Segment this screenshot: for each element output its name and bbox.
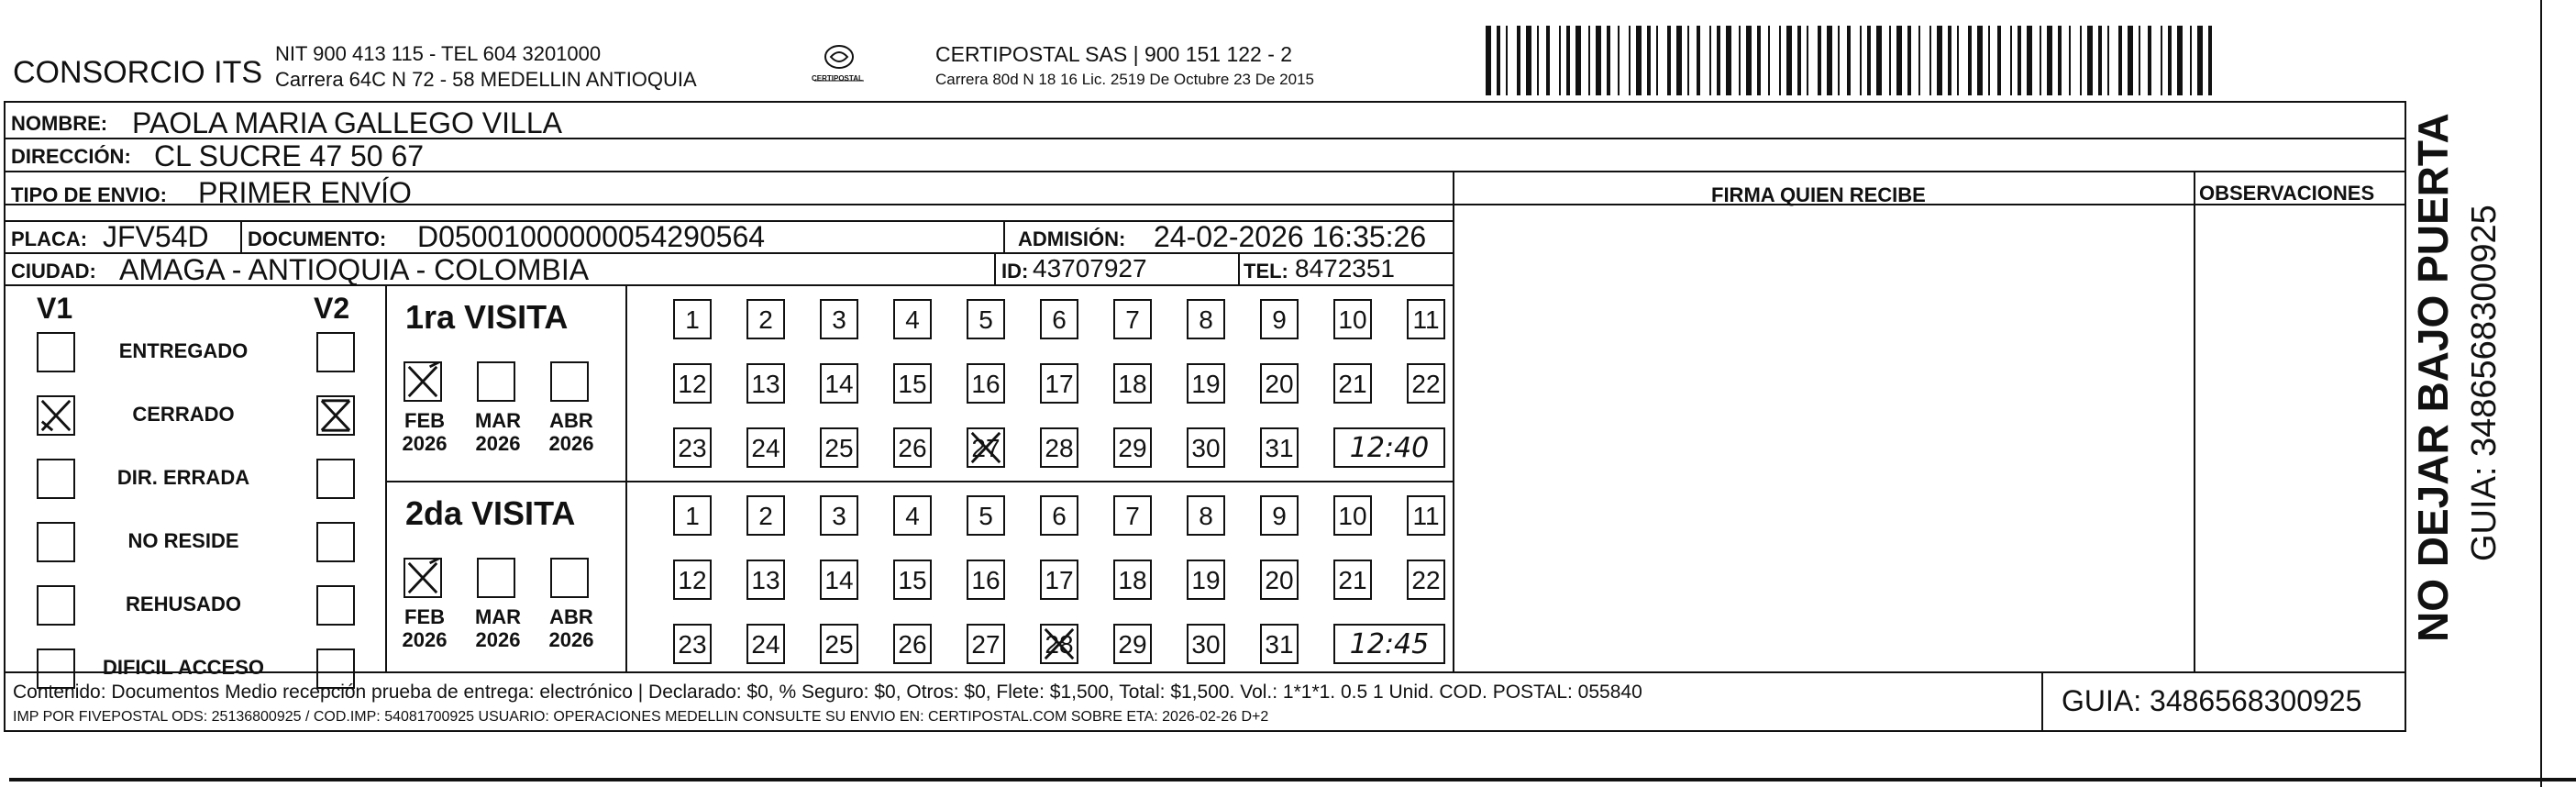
firma-label: FIRMA QUIEN RECIBE [1711,183,1926,206]
id-label: ID: [1001,260,1029,283]
day-box[interactable]: 9 [1260,299,1299,339]
day-box[interactable]: 8 [1187,299,1225,339]
day-box[interactable]: 28 [1040,427,1078,468]
status-v2-checkbox[interactable] [316,395,355,436]
day-box[interactable]: 18 [1113,363,1152,404]
courier-address: Carrera 80d N 18 16 Lic. 2519 De Octubre 23 De 2015 [935,71,1314,88]
day-box[interactable]: 4 [893,299,932,339]
status-label: REHUSADO [126,593,241,615]
month-label: ABR 2026 [548,605,594,651]
page-edge [9,778,2576,781]
day-box[interactable]: 28 [1040,624,1078,664]
day-box[interactable]: 8 [1187,495,1225,536]
day-box[interactable]: 10 [1333,495,1372,536]
company-nit: NIT 900 413 115 - TEL 604 3201000 [275,42,602,65]
month-checkbox-abr[interactable] [550,361,589,402]
day-box[interactable]: 23 [673,624,712,664]
direccion-value: CL SUCRE 47 50 67 [154,139,425,172]
day-box[interactable]: 6 [1040,495,1078,536]
side-guia: GUIA: 3486568300925 [2465,205,2504,561]
tipo-envio-label: TIPO DE ENVIO: [11,183,167,206]
day-box[interactable]: 25 [820,624,858,664]
placa-label: PLACA: [11,227,88,250]
check-mark [405,363,440,400]
check-mark [318,397,353,434]
day-box[interactable]: 27 [967,427,1005,468]
documento-value: D05001000000054290564 [417,220,766,253]
documento-label: DOCUMENTO: [248,227,387,250]
day-box[interactable]: 17 [1040,560,1078,600]
ciudad-value: AMAGA - ANTIOQUIA - COLOMBIA [119,253,590,286]
day-box[interactable]: 29 [1113,624,1152,664]
day-box[interactable]: 26 [893,427,932,468]
nombre-label: NOMBRE: [11,112,108,135]
day-box[interactable]: 14 [820,560,858,600]
day-box[interactable]: 3 [820,495,858,536]
day-box[interactable]: 25 [820,427,858,468]
v2-label: V2 [314,292,350,325]
month-checkbox-mar[interactable] [477,558,515,598]
check-mark [405,560,440,596]
day-box[interactable]: 7 [1113,299,1152,339]
day-box[interactable]: 5 [967,299,1005,339]
day-box[interactable]: 19 [1187,363,1225,404]
status-label: CERRADO [132,403,235,426]
day-box[interactable]: 21 [1333,560,1372,600]
day-box[interactable]: 16 [967,560,1005,600]
day-box[interactable]: 22 [1407,363,1445,404]
status-v2-checkbox[interactable] [316,459,355,499]
day-box[interactable]: 12 [673,560,712,600]
no-dejar-bajo-puerta: NO DEJAR BAJO PUERTA [2409,113,2457,642]
admision-label: ADMISIÓN: [1018,227,1126,250]
month-label: MAR 2026 [474,409,522,455]
day-box[interactable]: 6 [1040,299,1078,339]
day-box[interactable]: 14 [820,363,858,404]
placa-value: JFV54D [103,220,209,253]
day-box[interactable]: 20 [1260,560,1299,600]
day-box[interactable]: 20 [1260,363,1299,404]
tipo-envio-value: PRIMER ENVÍO [198,176,412,209]
month-checkbox-feb[interactable] [404,361,442,402]
company-address: Carrera 64C N 72 - 58 MEDELLIN ANTIOQUIA [275,68,697,91]
day-box[interactable]: 18 [1113,560,1152,600]
day-box[interactable]: 5 [967,495,1005,536]
status-v2-checkbox[interactable] [316,332,355,372]
check-mark [968,429,1003,466]
status-label: DIR. ERRADA [116,466,250,489]
day-box[interactable]: 29 [1113,427,1152,468]
footer-content: Contenido: Documentos Medio recepción prueba de entrega: electrónico | Declarado: $0, % Seguro: $0, Otros: $0, Flete: $1,500, Total: $1,500. Vol.: 1*1*1. 0.5 1 Unid. COD. POSTAL: 055840 [13,682,1642,703]
day-box[interactable]: 1 [673,299,712,339]
day-box[interactable]: 13 [746,363,785,404]
day-box[interactable]: 21 [1333,363,1372,404]
id-value: 43707927 [1033,254,1147,283]
day-box[interactable]: 30 [1187,624,1225,664]
month-label: FEB 2026 [402,605,448,651]
month-checkbox-mar[interactable] [477,361,515,402]
direccion-label: DIRECCIÓN: [11,145,131,168]
visit-time[interactable]: 12:40 [1333,427,1445,468]
day-box[interactable]: 11 [1407,299,1445,339]
visit-title: 1ra VISITA [405,298,569,336]
day-box[interactable]: 1 [673,495,712,536]
day-box[interactable]: 30 [1187,427,1225,468]
day-box[interactable]: 26 [893,624,932,664]
month-label: ABR 2026 [548,409,594,455]
month-label: MAR 2026 [474,605,522,651]
ciudad-label: CIUDAD: [11,260,96,283]
visit-title: 2da VISITA [405,494,576,532]
footer-imp: IMP POR FIVEPOSTAL ODS: 25136800925 / COD.IMP: 54081700925 USUARIO: OPERACIONES MEDELLIN CONSULTE SU ENVIO EN: CERTIPOSTAL.COM SOBRE ETA: 2026-02-26 D+2 [13,709,1269,725]
company-name: CONSORCIO ITS [13,55,263,90]
status-label: ENTREGADO [118,339,249,362]
month-label: FEB 2026 [402,409,448,455]
day-box[interactable]: 16 [967,363,1005,404]
status-label: NO RESIDE [127,529,239,552]
barcode [1486,26,2219,95]
day-box[interactable]: 9 [1260,495,1299,536]
courier-info: CERTIPOSTAL SAS | 900 151 122 - 2 [935,42,1293,66]
month-checkbox-abr[interactable] [550,558,589,598]
day-box[interactable]: 31 [1260,624,1299,664]
nombre-value: PAOLA MARIA GALLEGO VILLA [132,106,562,139]
day-box[interactable]: 2 [746,495,785,536]
day-box[interactable]: 23 [673,427,712,468]
day-box[interactable]: 3 [820,299,858,339]
day-box[interactable]: 27 [967,624,1005,664]
day-box[interactable]: 19 [1187,560,1225,600]
day-box[interactable]: 22 [1407,560,1445,600]
day-box[interactable]: 15 [893,363,932,404]
observaciones-label: OBSERVACIONES [2199,182,2375,205]
admision-value: 24-02-2026 16:35:26 [1154,220,1427,253]
visit-time[interactable]: 12:45 [1333,624,1445,664]
footer-guia: GUIA: 3486568300925 [2062,684,2362,717]
tel-value: 8472351 [1295,254,1396,283]
day-box[interactable]: 17 [1040,363,1078,404]
tel-label: TEL: [1244,260,1288,283]
day-box[interactable]: 10 [1333,299,1372,339]
day-box[interactable]: 4 [893,495,932,536]
month-checkbox-feb[interactable] [404,558,442,598]
day-box[interactable]: 11 [1407,495,1445,536]
check-mark [1042,626,1077,662]
status-label: DIFICIL ACCESO [102,656,264,679]
day-box[interactable]: 24 [746,427,785,468]
day-box[interactable]: 24 [746,624,785,664]
status-v2-checkbox[interactable] [316,522,355,562]
day-box[interactable]: 13 [746,560,785,600]
day-box[interactable]: 31 [1260,427,1299,468]
day-box[interactable]: 7 [1113,495,1152,536]
day-box[interactable]: 12 [673,363,712,404]
certipostal-logo: CERTIPOSTAL [807,40,871,95]
day-box[interactable]: 2 [746,299,785,339]
v1-label: V1 [37,292,73,325]
day-box[interactable]: 15 [893,560,932,600]
status-v2-checkbox[interactable] [316,585,355,626]
